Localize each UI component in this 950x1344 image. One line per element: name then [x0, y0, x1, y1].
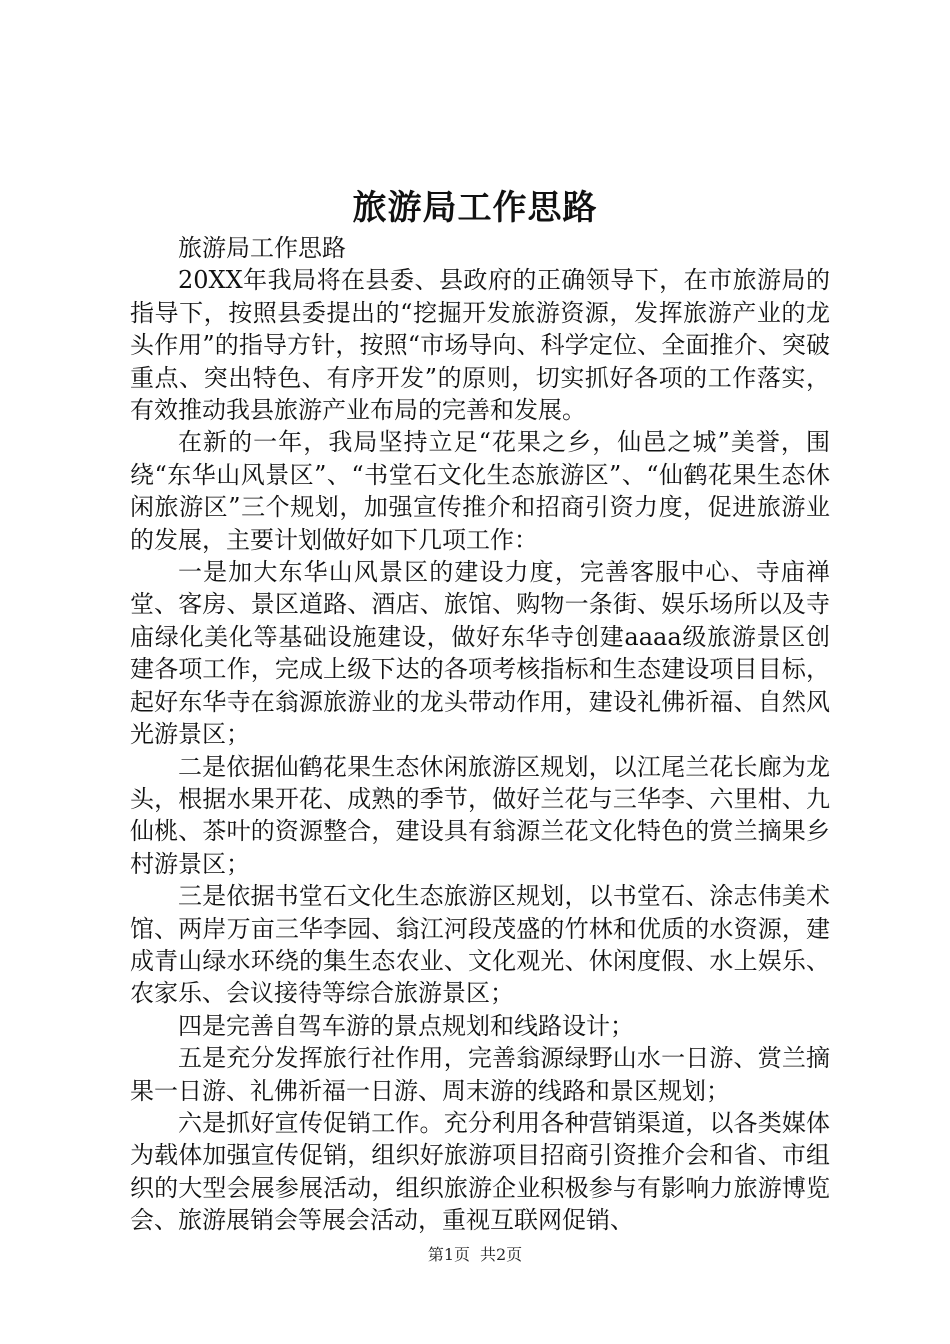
paragraph-item-3: 三是依据书堂石文化生态旅游区规划，以书堂石、涂志伟美术馆、两岸万亩三华李园、翁江河段茂盛的竹林和优质的水资源，建成青山绿水环绕的集生态农业、文化观光、休闲度假、水上娱乐、农家乐、会议接待等综合旅游景区；	[130, 882, 830, 1008]
paragraph-item-6: 六是抓好宣传促销工作。充分利用各种营销渠道，以各类媒体为载体加强宣传促销，组织好旅游项目招商引资推介会和省、市组织的大型会展参展活动，组织旅游企业积极参与有影响力旅游博览会、旅游展销会等展会活动，重视互联网促销、	[130, 1108, 830, 1235]
document-title: 旅游局工作思路	[352, 188, 598, 228]
page-number: 第1页	[427, 1245, 470, 1264]
paragraph-intro: 20XX年我局将在县委、县政府的正确领导下，在市旅游局的指导下，按照县委提出的“挖掘开发旅游资源，发挥旅游产业的龙头作用”的指导方针，按照“市场导向、科学定位、全面推介、突破重点、突出特色、有序开发”的原则，切实抓好各项的工作落实，有效推动我县旅游产业布局的完善和发展。	[130, 266, 830, 425]
paragraph-item-5: 五是充分发挥旅行社作用，完善翁源绿野山水一日游、赏兰摘果一日游、礼佛祈福一日游、周末游的线路和景区规划；	[130, 1044, 830, 1105]
page-total: 共2页	[480, 1245, 523, 1264]
paragraph-item-1: 一是加大东华山风景区的建设力度，完善客服中心、寺庙禅堂、客房、景区道路、酒店、旅馆、购物一条街、娱乐场所以及寺庙绿化美化等基础设施建设，做好东华寺创建aaaa级旅游景区创建各项工作，完成上级下达的各项考核指标和生态建设项目目标，起好东华寺在翁源旅游业的龙头带动作用，建设礼佛祈福、自然风光游景区；	[130, 558, 830, 749]
paragraph-plan: 在新的一年，我局坚持立足“花果之乡，仙邑之城”美誉，围绕“东华山风景区”、“书堂石文化生态旅游区”、“仙鹤花果生态休闲旅游区”三个规划，加强宣传推介和招商引资力度，促进旅游业的发展，主要计划做好如下几项工作：	[130, 428, 830, 554]
paragraph-item-4: 四是完善自驾车游的景点规划和线路设计；	[178, 1011, 634, 1040]
paragraph-item-2: 二是依据仙鹤花果生态休闲旅游区规划，以江尾兰花长廊为龙头，根据水果开花、成熟的季节，做好兰花与三华李、六里柑、九仙桃、茶叶的资源整合，建设具有翁源兰花文化特色的赏兰摘果乡村游景区；	[130, 752, 830, 878]
paragraph-heading: 旅游局工作思路	[178, 234, 346, 262]
page-footer	[0, 1244, 950, 1266]
document-body	[130, 232, 830, 1237]
